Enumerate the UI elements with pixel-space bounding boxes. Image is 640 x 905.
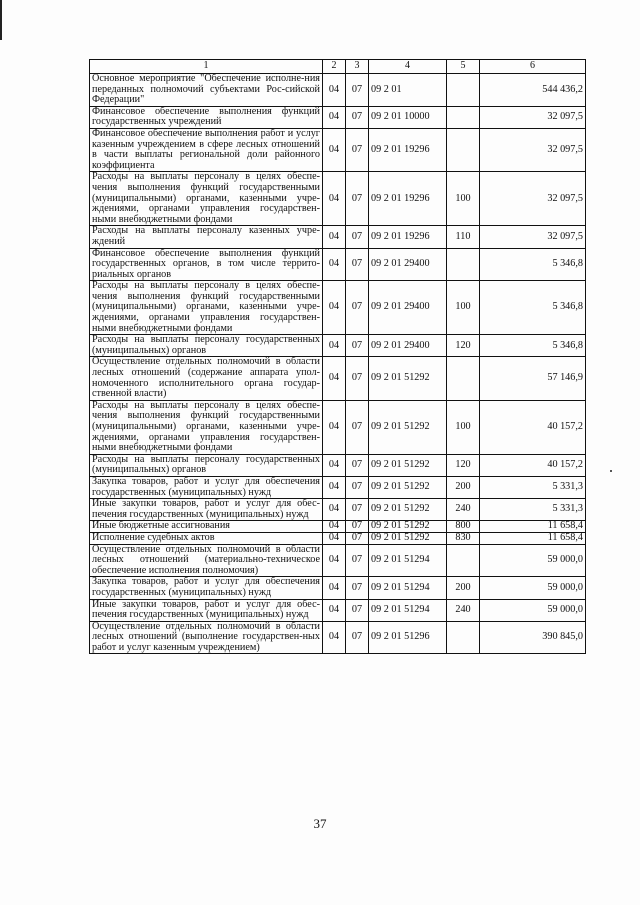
row-amount-cell: 59 000,0: [480, 577, 586, 599]
table-row: [90, 248, 586, 281]
row-target-code-cell: 09 2 01 51292: [369, 400, 447, 454]
row-amount-cell: 40 157,2: [480, 400, 586, 454]
row-subsection-cell: 07: [346, 599, 369, 621]
row-subsection-cell: 07: [346, 544, 369, 577]
row-amount-cell: 59 000,0: [480, 599, 586, 621]
row-section-cell: 04: [323, 74, 346, 107]
row-amount-cell: 57 146,9: [480, 357, 586, 400]
row-target-code-cell: 09 2 01 51292: [369, 532, 447, 544]
row-name-cell: Исполнение судебных актов: [90, 532, 323, 544]
table-row: [90, 335, 586, 357]
row-name-cell: Финансовое обеспечение выполнения функций государственных органов, в том числе террито-риальных органов: [90, 248, 323, 281]
row-expense-type-cell: 100: [447, 400, 480, 454]
row-name-cell: Осуществление отдельных полномочий в области лесных отношений (материально-техническое обеспечение исполнения полномочия): [90, 544, 323, 577]
row-amount-cell: 5 346,8: [480, 281, 586, 335]
row-target-code-cell: 09 2 01 51294: [369, 577, 447, 599]
row-target-code-cell: 09 2 01 19296: [369, 226, 447, 248]
row-section-cell: 04: [323, 532, 346, 544]
row-section-cell: 04: [323, 281, 346, 335]
row-subsection-cell: 07: [346, 621, 369, 654]
row-target-code-cell: 09 2 01 29400: [369, 248, 447, 281]
row-target-code-cell: 09 2 01 10000: [369, 106, 447, 128]
row-amount-cell: 5 346,8: [480, 248, 586, 281]
table-row: [90, 226, 586, 248]
row-expense-type-cell: 120: [447, 454, 480, 476]
row-section-cell: 04: [323, 621, 346, 654]
row-subsection-cell: 07: [346, 281, 369, 335]
row-amount-cell: 32 097,5: [480, 128, 586, 171]
table-row: [90, 499, 586, 521]
row-section-cell: 04: [323, 599, 346, 621]
row-subsection-cell: 07: [346, 577, 369, 599]
row-target-code-cell: 09 2 01: [369, 74, 447, 107]
row-subsection-cell: 07: [346, 521, 369, 533]
table-body: [90, 74, 586, 654]
row-section-cell: 04: [323, 106, 346, 128]
row-amount-cell: 11 658,4: [480, 532, 586, 544]
table-row: [90, 621, 586, 654]
row-name-cell: Расходы на выплаты персоналу в целях обеспе-чения выполнения функций государственными (муниципальными) органами, казенными учре-ждениями, органами управления государствен-ными внебюджетными фондами: [90, 172, 323, 226]
col-header-2: 2: [323, 60, 346, 74]
row-expense-type-cell: [447, 74, 480, 107]
table-row: [90, 532, 586, 544]
row-name-cell: Расходы на выплаты персоналу государственных (муниципальных) органов: [90, 335, 323, 357]
row-name-cell: Финансовое обеспечение выполнения работ и услуг казенным учреждением в сфере лесных отношений в части выплаты региональной доли районного коэффициента: [90, 128, 323, 171]
row-amount-cell: 32 097,5: [480, 106, 586, 128]
row-expense-type-cell: 800: [447, 521, 480, 533]
row-section-cell: 04: [323, 476, 346, 498]
table-row: [90, 476, 586, 498]
row-name-cell: Осуществление отдельных полномочий в области лесных отношений (содержание аппарата упол-номоченного исполнительного органа государ-ственной власти): [90, 357, 323, 400]
row-subsection-cell: 07: [346, 532, 369, 544]
row-expense-type-cell: 240: [447, 499, 480, 521]
row-target-code-cell: 09 2 01 51294: [369, 599, 447, 621]
row-name-cell: Осуществление отдельных полномочий в области лесных отношений (выполнение государствен-ных работ и услуг казенным учреждением): [90, 621, 323, 654]
row-amount-cell: 5 331,3: [480, 476, 586, 498]
table-row: [90, 400, 586, 454]
table-row: [90, 357, 586, 400]
row-amount-cell: 390 845,0: [480, 621, 586, 654]
row-amount-cell: 59 000,0: [480, 544, 586, 577]
scan-speck: [610, 470, 612, 472]
row-target-code-cell: 09 2 01 51294: [369, 544, 447, 577]
row-subsection-cell: 07: [346, 357, 369, 400]
table-row: [90, 281, 586, 335]
row-name-cell: Иные бюджетные ассигнования: [90, 521, 323, 533]
row-subsection-cell: 07: [346, 106, 369, 128]
col-header-5: 5: [447, 60, 480, 74]
row-amount-cell: 11 658,4: [480, 521, 586, 533]
row-expense-type-cell: [447, 248, 480, 281]
table-row: [90, 106, 586, 128]
row-section-cell: 04: [323, 499, 346, 521]
row-section-cell: 04: [323, 172, 346, 226]
row-target-code-cell: 09 2 01 51292: [369, 454, 447, 476]
row-amount-cell: 32 097,5: [480, 226, 586, 248]
row-target-code-cell: 09 2 01 51292: [369, 476, 447, 498]
row-amount-cell: 5 346,8: [480, 335, 586, 357]
row-section-cell: 04: [323, 577, 346, 599]
row-name-cell: Закупка товаров, работ и услуг для обеспечения государственных (муниципальных) нужд: [90, 577, 323, 599]
row-target-code-cell: 09 2 01 51292: [369, 357, 447, 400]
row-subsection-cell: 07: [346, 335, 369, 357]
row-expense-type-cell: [447, 544, 480, 577]
row-target-code-cell: 09 2 01 29400: [369, 281, 447, 335]
table-row: [90, 599, 586, 621]
row-expense-type-cell: [447, 621, 480, 654]
row-subsection-cell: 07: [346, 74, 369, 107]
table-header-row: [90, 60, 586, 74]
row-subsection-cell: 07: [346, 454, 369, 476]
row-name-cell: Финансовое обеспечение выполнения функций государственных учреждений: [90, 106, 323, 128]
row-expense-type-cell: 200: [447, 476, 480, 498]
row-name-cell: Расходы на выплаты персоналу государственных (муниципальных) органов: [90, 454, 323, 476]
row-expense-type-cell: 240: [447, 599, 480, 621]
row-amount-cell: 32 097,5: [480, 172, 586, 226]
row-expense-type-cell: 110: [447, 226, 480, 248]
table-row: [90, 521, 586, 533]
row-target-code-cell: 09 2 01 19296: [369, 128, 447, 171]
scan-edge-mark: [0, 0, 2, 40]
row-subsection-cell: 07: [346, 499, 369, 521]
row-name-cell: Основное мероприятие "Обеспечение исполне-ния переданных полномочий субъектами Рос-сийской Федерации": [90, 74, 323, 107]
table-row: [90, 128, 586, 171]
row-section-cell: 04: [323, 357, 346, 400]
row-expense-type-cell: [447, 357, 480, 400]
row-section-cell: 04: [323, 226, 346, 248]
row-name-cell: Расходы на выплаты персоналу казенных учре-ждений: [90, 226, 323, 248]
row-target-code-cell: 09 2 01 51292: [369, 521, 447, 533]
row-section-cell: 04: [323, 454, 346, 476]
table-row: [90, 172, 586, 226]
row-subsection-cell: 07: [346, 128, 369, 171]
row-section-cell: 04: [323, 335, 346, 357]
row-target-code-cell: 09 2 01 51292: [369, 499, 447, 521]
row-expense-type-cell: 830: [447, 532, 480, 544]
row-amount-cell: 544 436,2: [480, 74, 586, 107]
row-subsection-cell: 07: [346, 400, 369, 454]
row-subsection-cell: 07: [346, 248, 369, 281]
row-section-cell: 04: [323, 400, 346, 454]
table-row: [90, 577, 586, 599]
row-name-cell: Расходы на выплаты персоналу в целях обеспе-чения выполнения функций государственными (муниципальными) органами, казенными учре-ждениями, органами управления государствен-ными внебюджетными фондами: [90, 400, 323, 454]
row-subsection-cell: 07: [346, 172, 369, 226]
col-header-1: 1: [90, 60, 323, 74]
row-expense-type-cell: [447, 128, 480, 171]
col-header-3: 3: [346, 60, 369, 74]
row-expense-type-cell: [447, 106, 480, 128]
row-expense-type-cell: 100: [447, 172, 480, 226]
col-header-4: 4: [369, 60, 447, 74]
row-amount-cell: 5 331,3: [480, 499, 586, 521]
row-subsection-cell: 07: [346, 476, 369, 498]
row-name-cell: Расходы на выплаты персоналу в целях обеспе-чения выполнения функций государственными (муниципальными) органами, казенными учре-ждениями, органами управления государствен-ными внебюджетными фондами: [90, 281, 323, 335]
row-section-cell: 04: [323, 248, 346, 281]
col-header-6: 6: [480, 60, 586, 74]
row-section-cell: 04: [323, 521, 346, 533]
table-row: [90, 544, 586, 577]
page-number: 37: [313, 816, 327, 831]
row-name-cell: Иные закупки товаров, работ и услуг для обес-печения государственных (муниципальных) нужд: [90, 499, 323, 521]
row-expense-type-cell: 100: [447, 281, 480, 335]
row-expense-type-cell: 120: [447, 335, 480, 357]
budget-table: [89, 59, 586, 654]
row-amount-cell: 40 157,2: [480, 454, 586, 476]
row-target-code-cell: 09 2 01 19296: [369, 172, 447, 226]
row-name-cell: Закупка товаров, работ и услуг для обеспечения государственных (муниципальных) нужд: [90, 476, 323, 498]
row-target-code-cell: 09 2 01 51296: [369, 621, 447, 654]
row-subsection-cell: 07: [346, 226, 369, 248]
row-expense-type-cell: 200: [447, 577, 480, 599]
row-target-code-cell: 09 2 01 29400: [369, 335, 447, 357]
table-row: [90, 454, 586, 476]
row-section-cell: 04: [323, 128, 346, 171]
row-name-cell: Иные закупки товаров, работ и услуг для обес-печения государственных (муниципальных) нужд: [90, 599, 323, 621]
row-section-cell: 04: [323, 544, 346, 577]
table-row: [90, 74, 586, 107]
